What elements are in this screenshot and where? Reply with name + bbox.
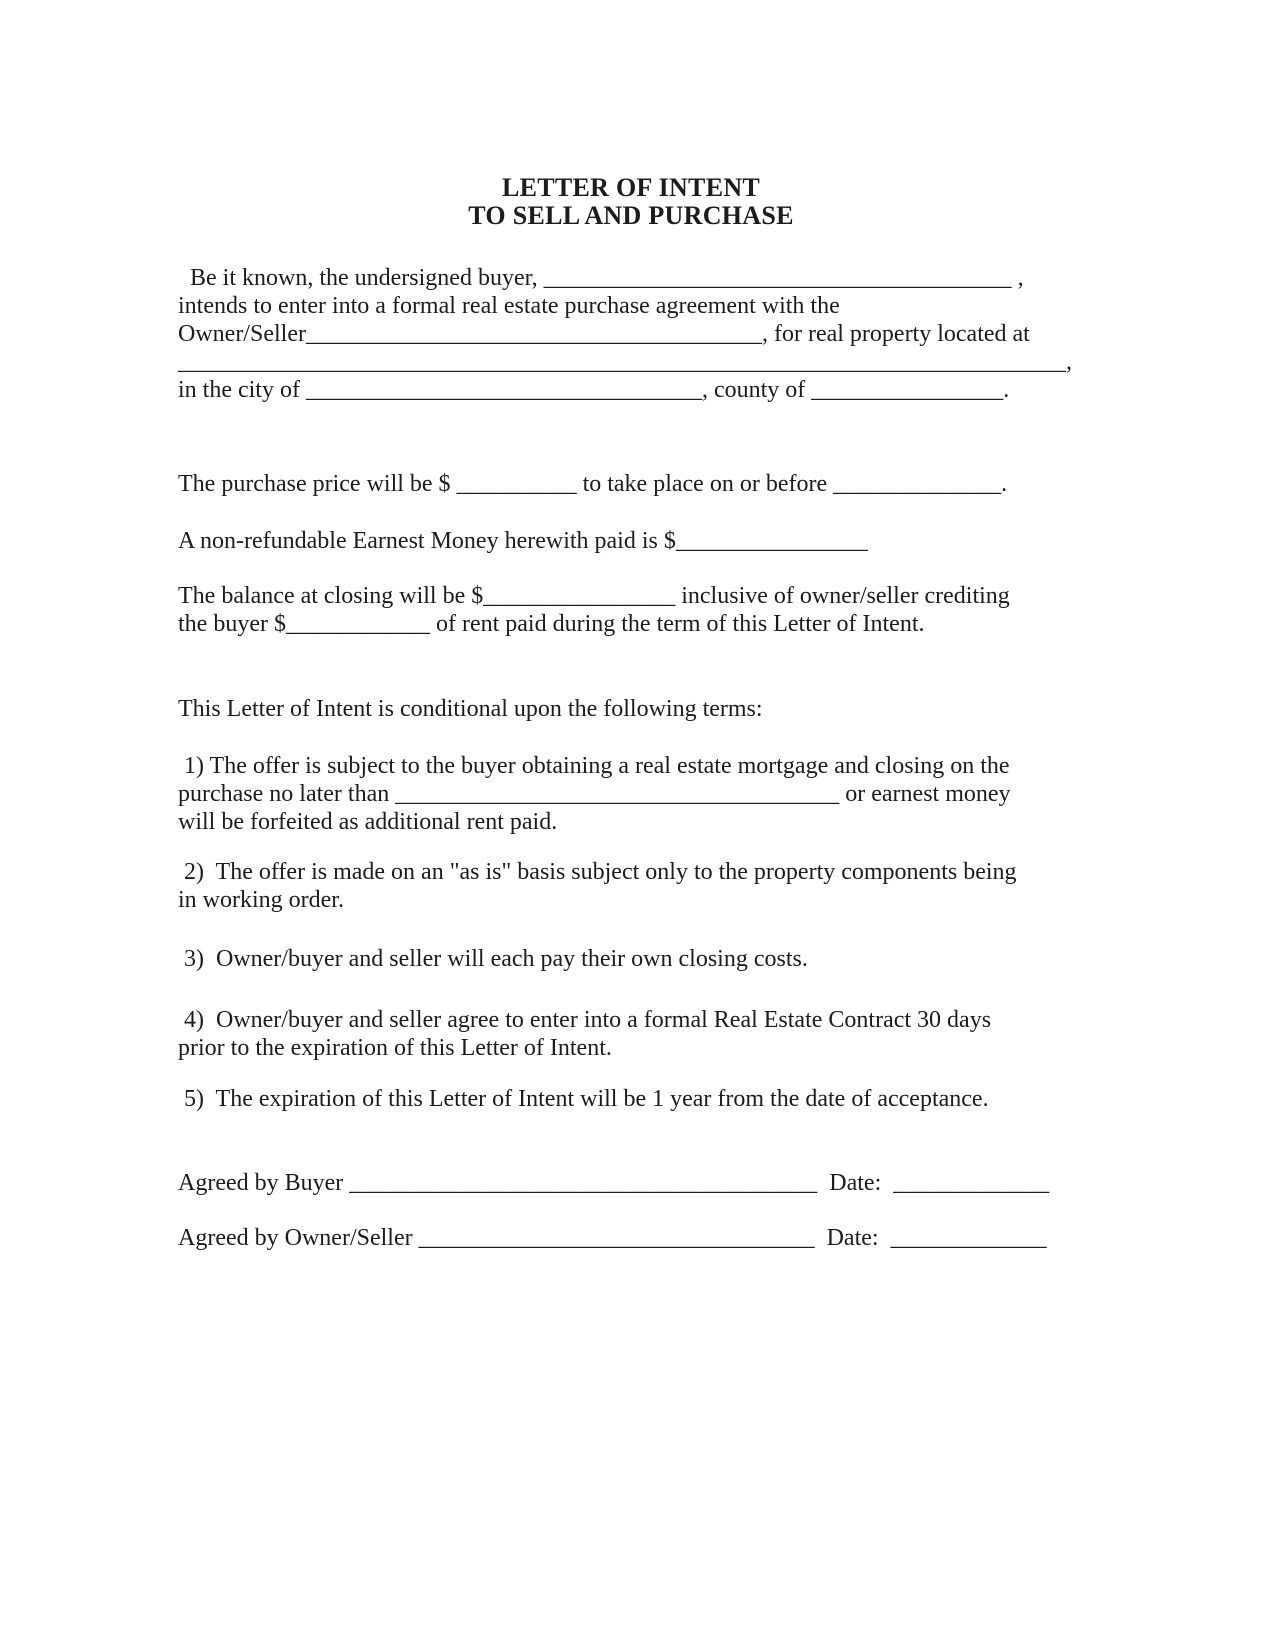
text-line xyxy=(178,858,1084,886)
text-segment: to take place on or before xyxy=(576,471,834,497)
blank-rent-credit-amount: ____________ xyxy=(285,611,430,637)
text-segment: , county of xyxy=(701,377,812,403)
text-line xyxy=(178,695,1084,723)
text-line xyxy=(178,1169,1084,1197)
text-line xyxy=(178,1006,1084,1034)
text-segment: 1) The offer is subject to the buyer obtaining a real estate mortgage and closing on the xyxy=(178,753,1010,779)
text-segment: , xyxy=(1066,349,1072,375)
text-segment: This Letter of Intent is conditional upon the following terms: xyxy=(178,696,763,722)
text-segment: prior to the expiration of this Letter of Intent. xyxy=(178,1035,612,1061)
blank-owner-seller-signature: _________________________________ xyxy=(418,1225,815,1251)
text-segment: Be it known, the undersigned buyer, xyxy=(178,265,544,291)
text-line xyxy=(178,527,1084,555)
text-segment: The balance at closing will be $ xyxy=(178,583,484,609)
text-line xyxy=(178,945,1084,973)
text-segment: in the city of xyxy=(178,377,306,403)
blank-property-address: __________________________________________________________________________ xyxy=(178,349,1066,375)
text-segment: of rent paid during the term of this Letter of Intent. xyxy=(429,611,925,637)
text-segment: 2) The offer is made on an "as is" basis subject only to the property components being xyxy=(178,859,1017,885)
text-segment: The purchase price will be $ xyxy=(178,471,457,497)
text-line xyxy=(178,376,1084,404)
blank-buyer-date: _____________ xyxy=(893,1170,1050,1196)
paragraph-conditions-intro xyxy=(178,695,1084,723)
text-segment: in working order. xyxy=(178,887,344,913)
text-segment: , for real property located at xyxy=(761,321,1030,347)
document-title xyxy=(178,174,1084,230)
text-segment: the buyer $ xyxy=(178,611,286,637)
blank-mortgage-deadline: _____________________________________ xyxy=(395,781,840,807)
signature-line-owner-seller xyxy=(178,1224,1084,1252)
blank-owner-seller-name: ______________________________________ xyxy=(305,321,762,347)
blank-owner-seller-date: _____________ xyxy=(890,1225,1047,1251)
text-line xyxy=(178,470,1084,498)
blank-earnest-money-amount: ________________ xyxy=(675,528,868,554)
text-line xyxy=(178,780,1084,808)
text-line xyxy=(178,610,1084,638)
document-content xyxy=(178,174,1084,1252)
title-line-2: TO SELL AND PURCHASE xyxy=(468,201,794,230)
paragraph-term-1 xyxy=(178,752,1084,836)
paragraph-term-2 xyxy=(178,858,1084,914)
text-line xyxy=(178,752,1084,780)
paragraph-purchase-price xyxy=(178,470,1084,498)
paragraph-term-3 xyxy=(178,945,1084,973)
text-segment: 5) The expiration of this Letter of Intent will be 1 year from the date of acceptance. xyxy=(178,1086,989,1112)
text-segment: A non-refundable Earnest Money herewith paid is $ xyxy=(178,528,676,554)
text-line xyxy=(178,348,1084,376)
signature-line-buyer xyxy=(178,1169,1084,1197)
text-segment: Agreed by Buyer xyxy=(178,1170,350,1196)
text-line xyxy=(178,582,1084,610)
text-segment: Owner/Seller xyxy=(178,321,306,347)
blank-county: ________________ xyxy=(811,377,1004,403)
text-line xyxy=(178,808,1084,836)
text-line xyxy=(178,1085,1084,1113)
text-segment: , xyxy=(1011,265,1024,291)
blank-closing-date: ______________ xyxy=(833,471,1002,497)
text-segment: . xyxy=(1001,471,1008,497)
blank-balance-amount: ________________ xyxy=(483,583,676,609)
paragraph-balance xyxy=(178,582,1084,638)
text-segment: purchase no later than xyxy=(178,781,396,807)
blank-buyer-name: _______________________________________ xyxy=(543,265,1012,291)
text-segment: Date: xyxy=(814,1225,891,1251)
paragraph-term-4 xyxy=(178,1006,1084,1062)
text-segment: inclusive of owner/seller crediting xyxy=(675,583,1010,609)
text-segment: intends to enter into a formal real estate purchase agreement with the xyxy=(178,293,840,319)
text-segment: 4) Owner/buyer and seller agree to enter into a formal Real Estate Contract 30 days xyxy=(178,1007,992,1033)
title-line-1: LETTER OF INTENT xyxy=(501,173,761,202)
text-segment: Agreed by Owner/Seller xyxy=(178,1225,419,1251)
blank-purchase-price: __________ xyxy=(456,471,577,497)
text-segment: Date: xyxy=(817,1170,894,1196)
text-line xyxy=(178,264,1084,292)
text-segment: or earnest money xyxy=(839,781,1011,807)
text-line xyxy=(178,886,1084,914)
text-segment: will be forfeited as additional rent paid. xyxy=(178,809,558,835)
text-line xyxy=(178,1034,1084,1062)
text-line xyxy=(178,292,1084,320)
text-segment: . xyxy=(1003,377,1010,403)
text-line xyxy=(178,1224,1084,1252)
blank-city: _________________________________ xyxy=(305,377,702,403)
blank-buyer-signature: _______________________________________ xyxy=(349,1170,818,1196)
paragraph-term-5 xyxy=(178,1085,1084,1113)
paragraph-intro xyxy=(178,264,1084,404)
paragraph-earnest-money xyxy=(178,527,1084,555)
text-segment: 3) Owner/buyer and seller will each pay their own closing costs. xyxy=(178,946,808,972)
text-line xyxy=(178,320,1084,348)
